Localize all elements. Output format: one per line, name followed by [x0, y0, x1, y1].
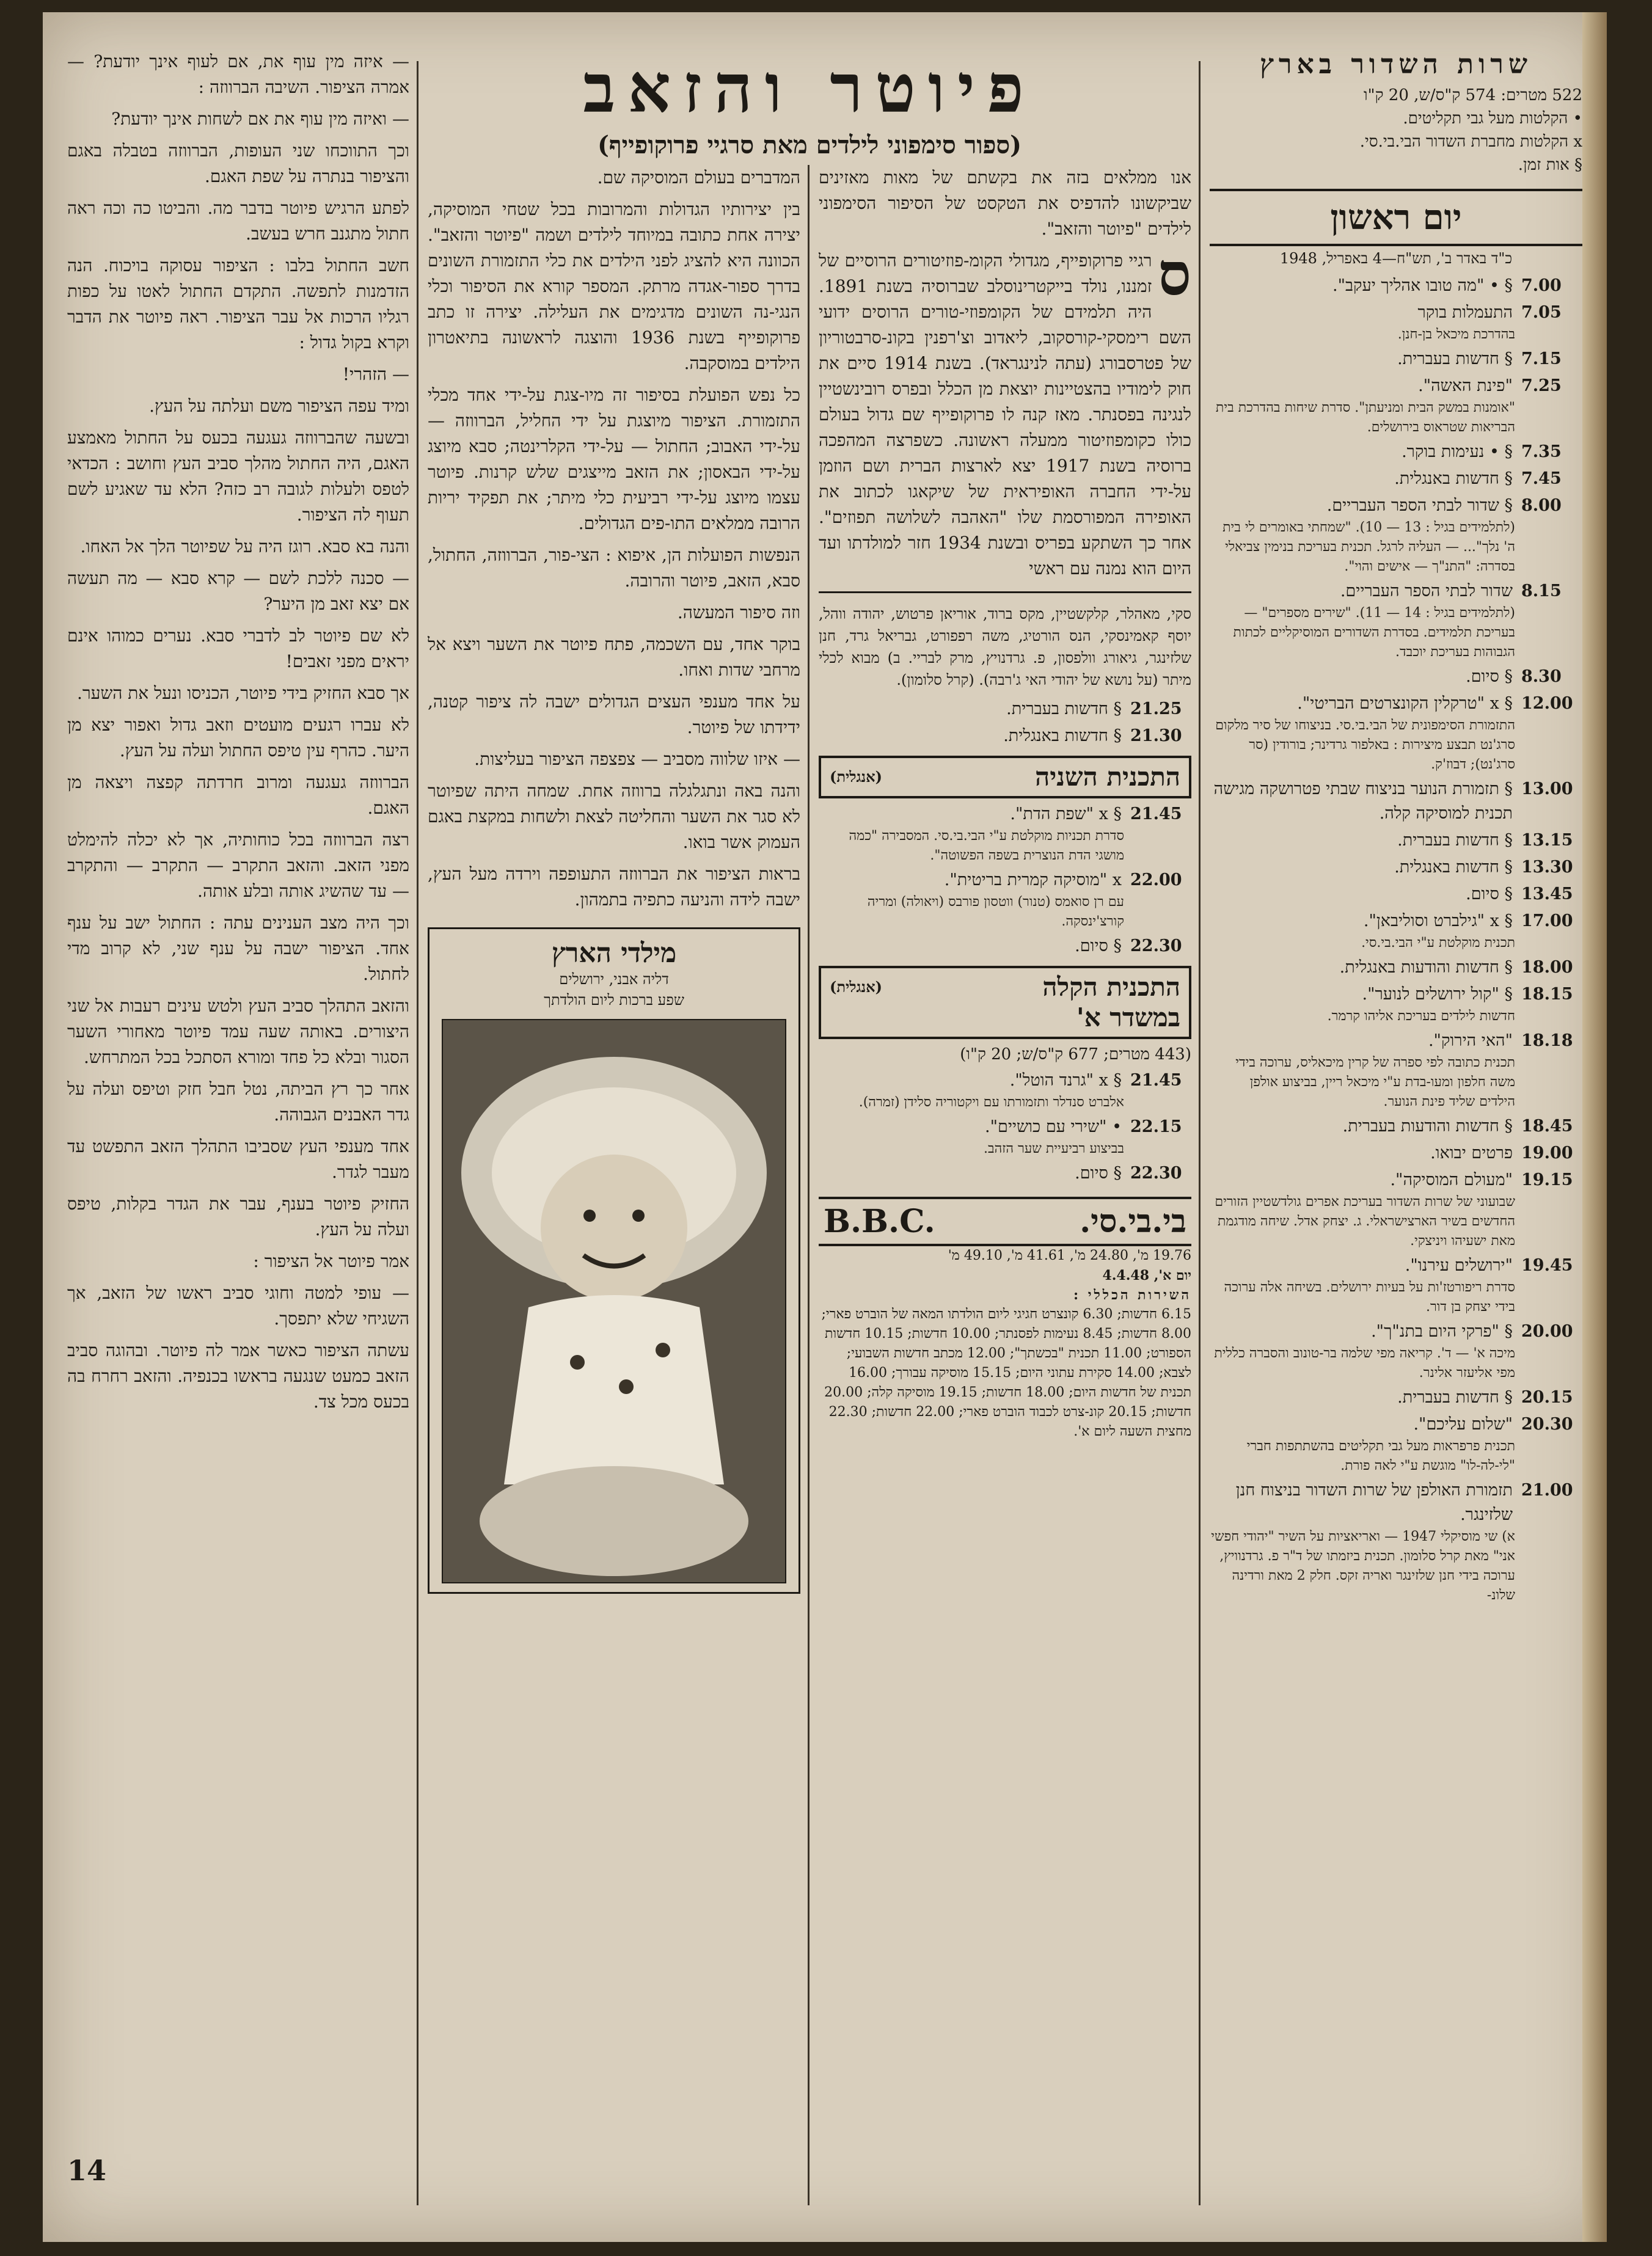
program-time: 19.45: [1521, 1256, 1573, 1275]
day-heading: יום ראשון: [1210, 189, 1582, 246]
program-item: [819, 868, 1191, 932]
program-item: [819, 1115, 1191, 1159]
program-note: סדרת תכניות מוקלטת ע"י הבי.בי.סי. המסבירה "כמה מושגי הדת הנוצרית בשפה הפשוטה".: [849, 828, 1124, 863]
story-paragraph: וכך התווכחו שני העופות, הברווזה בטבלה באגם והציפור בנתרה על שפת האגם.: [67, 141, 409, 186]
story-paragraph: והנה באה ונתגלגלה ברווזה אחת. שמחה היתה שפיוטר לא סגר את השער והחליטה לצאת ולשחות במקצת באגם העמוק אשר בואו.: [428, 781, 800, 852]
program-time: 21.45: [1130, 805, 1182, 823]
program-name: § תזמורת הנוער בניצוח שבתי פטרושקה מגישה תכנית למוסיקה קלה.: [1213, 779, 1513, 823]
program-name: § • נעימות בוקר.: [1402, 442, 1513, 461]
program-time: 21.30: [1130, 726, 1182, 745]
story-subtitle: (ספור סימפוני לילדים מאת סרגיי פרוקופייף): [597, 131, 1022, 159]
program-name: § "קול ירושלים לנוער".: [1362, 985, 1513, 1004]
magazine-page: [43, 12, 1607, 2242]
program-item: [1210, 909, 1582, 953]
light-program-name2: במשדר א': [1076, 1002, 1180, 1032]
program-time: 7.00: [1521, 276, 1562, 295]
program-time: 21.45: [1130, 1071, 1182, 1090]
program-item: [1210, 374, 1582, 437]
program-name: § סיום.: [1075, 1164, 1122, 1183]
program-time: 7.35: [1521, 442, 1562, 461]
story-paragraph: וזה סיפור המעשה.: [677, 602, 800, 622]
program-name: פרטים יבואו.: [1430, 1144, 1513, 1163]
child-photo: [442, 1019, 786, 1583]
story-paragraph: הנפשות הפועלות הן, איפוא : הצי-פור, הברווזה, החתול, סבא, הזאב, פיוטר והרובה.: [428, 545, 800, 591]
schedule-header-lines: [1210, 84, 1582, 177]
program-name: "שלום עליכם".: [1413, 1415, 1513, 1434]
program-name: § חדשות באנגלית.: [1394, 469, 1513, 488]
children-caption-greeting: שפע ברכות ליום הולדתך: [544, 991, 684, 1009]
program-name: • "שירי עם כושיים".: [985, 1117, 1122, 1136]
story-paragraphs: [428, 165, 800, 913]
program-time: 8.30: [1521, 667, 1562, 686]
children-caption-name: דליה אבני, ירושלים: [559, 971, 669, 988]
program-item: [1210, 882, 1582, 907]
program-time: 18.18: [1521, 1031, 1573, 1050]
story-paragraph: אמר פיוטר אל הציפור :: [253, 1251, 409, 1271]
program-item: [1210, 1478, 1582, 1605]
program-item: [1210, 440, 1582, 464]
program-name: § x "טרקלין הקונצרטים הבריטי".: [1297, 694, 1513, 713]
program-name: "ירושלים עירנו".: [1405, 1256, 1513, 1275]
program-note: "אומנות במשק הבית ומניעתן". סדרת שיחות בהדרכת בית הבריאות שטראוס בירושלים.: [1215, 400, 1515, 435]
light-program-title: [819, 966, 1191, 1039]
light-program-name: התכנית הקלה: [1042, 972, 1180, 1002]
story-paragraph: — ואיזה מין עוף את אם לשחות אינך יודעת?: [111, 109, 409, 129]
program-note: בביצוע רביעיית שער הזהב.: [983, 1141, 1124, 1156]
program-item: [1210, 1320, 1582, 1383]
program-item: [1210, 692, 1582, 775]
book-spine: [1582, 12, 1607, 2242]
bbc-title-en: B.B.C.: [824, 1203, 935, 1240]
story-intro: אנו ממלאים בזה את בקשתם של מאות מאזינים שביקשונו להדפיס את הטקסט של הסיפור הסימפוני לילדים "פיוטר והזאב".: [819, 167, 1191, 239]
program-note: (לתלמידים בגיל : 13 — 10). "שמחתי באומרים לי בית ה' נלך"... — העליה לרגל. תכנית בעריכת בנימין צביאלי בסדרה: "התנ"ך — אישים והוי".: [1223, 520, 1515, 574]
header-line: § אות זמן.: [1518, 156, 1582, 174]
program-time: 13.15: [1521, 831, 1573, 850]
program-note: מיכה א' — ד'. קריאה מפי שלמה בר-טונוב והסברה כללית מפי אליעזר אלינר.: [1214, 1346, 1515, 1381]
program-name: § חדשות באנגלית.: [1003, 726, 1122, 745]
story-paragraph: המדברים בעולם המוסיקה שם.: [597, 167, 800, 188]
program-name: § חדשות והודעות בעברית.: [1342, 1117, 1513, 1136]
program-note: תכנית מוקלטת ע"י הבי.בי.סי.: [1361, 935, 1515, 951]
program-name: "פינת האשה".: [1418, 376, 1513, 395]
story-paragraph: בראות הציפור את הברווזה התעופפה וירדה מעל העץ, ישבה לידה והניעה כתפיה בתמהון.: [428, 864, 800, 910]
program-name: x "מוסיקה קמרית בריטית".: [944, 871, 1122, 889]
program-item: [1210, 982, 1582, 1026]
divider: [819, 591, 1191, 593]
program-time: 20.30: [1521, 1415, 1573, 1434]
program-item: [1210, 1254, 1582, 1317]
story-title: פיוטר והזאב: [583, 49, 1036, 128]
program-item: [1210, 777, 1582, 826]
story-paragraph: בוקר אחד, עם השכמה, פתח פיוטר את השער ויצא אל מרחבי שדות ואחו.: [428, 634, 800, 680]
story-paragraph: — איזו שלווה מסביב — צפצפה הציפור בעליצות.: [474, 749, 800, 769]
story-column-3: [67, 49, 409, 1421]
program-item: [1210, 1141, 1582, 1166]
program-item: [1210, 1114, 1582, 1139]
story-paragraph: הברווזה געגעה ומרוב חרדתה קפצה ויצאה מן האגם.: [67, 772, 409, 818]
light-program-tag: (אנגלית): [830, 978, 883, 996]
program-note: תכנית כתובה לפי ספרה של קרין מיכאליס, ערוכה בידי משה חלפון ומעו-בדת ע"י מיכאל ריין, בביצוע אולפן הילדים שליד פינת הנוער.: [1235, 1055, 1515, 1109]
program-name: § x "גילברט וסוליבאן".: [1363, 911, 1513, 930]
program-item: [1210, 1412, 1582, 1476]
program-name: שדור לבתי הספר העבריים.: [1340, 582, 1513, 601]
program-item: [1210, 274, 1582, 298]
radio-schedule-column: [1210, 49, 1582, 1608]
program-time: 7.25: [1521, 376, 1562, 395]
story-paragraph: אחד מענפי העץ שסביבו התהלך הזאב התפשט עד מעבר לגדר.: [67, 1136, 409, 1182]
second-program-title: [819, 756, 1191, 798]
program-item: [1210, 301, 1582, 345]
story-paragraph: — עופי למטה וחוגי סביב ראשו של הזאב, אך השגיחי שלא יתפסך.: [67, 1283, 409, 1329]
bbc-schedule: 6.15 חדשות; 6.30 קונצרט חגיגי ליום הולדתו המאה של הוברט פארי; 8.00 חדשות; 8.45 נעימות לפסנתר; 10.00 חדשות; 10.15 חדשות הספורט; 11.00 תכנית "בכשתך"; 12.00 מכתב חדשות השבועי; לצבא; 14.00 סקירת עתוני היום; 15.15 מוסיקה עבורך; 16.00 תכנית של חדשות היום; 18.00 חדשות; 19.15 מוסיקה קלה; 20.00 חדשות; 20.15 קונ-צרט לכבוד הוברט פארי; 22.00 חדשות; 22.30 מחצית השעה ליום א'.: [821, 1307, 1191, 1439]
program-name: § "פרקי היום בתנ"ך".: [1371, 1322, 1513, 1341]
program-name: § חדשות באנגלית.: [1394, 858, 1513, 877]
program-item: [819, 1068, 1191, 1112]
column-rule: [1199, 61, 1201, 2205]
program-time: 22.30: [1130, 936, 1182, 955]
program-item: [819, 802, 1191, 866]
bbc-header: [819, 1197, 1191, 1246]
light-program-list: [819, 1068, 1191, 1186]
program-item: [819, 724, 1191, 748]
program-item: [1210, 494, 1582, 577]
program-note: שבועוני של שרות השדור בעריכת אפרים גולדשטיין הזורים החדשים בשיר הארצישראלי. ג. יצחק אדל. שיחה מודגמת מאת ישעיהו ויניצקי.: [1215, 1194, 1515, 1249]
story-paragraph: כל נפש הפועלת בסיפור זה מיו-צגת על-ידי אחד מכלי התזמורת. הציפור מיוצגת על ידי החליל, הברווזה — על-ידי האבוב; החתול — על-ידי הקלרינטה; סבא מיוצג על-ידי הבאסון; את הזאב מייצגים שלש קרנות. פיוטר עצמו מיוצג על-ידי רביעית כלי מיתר; את תפקיד יריות הרובה ממלאים התו-פים הגדולים.: [428, 385, 800, 533]
program-note: חדשות לילדים בעריכת אליהו קרמר.: [1327, 1009, 1515, 1024]
children-feature: [428, 927, 800, 1594]
story-bio: [819, 239, 1191, 582]
page-number: 14: [67, 2154, 107, 2187]
column-rule: [417, 61, 418, 2205]
program-name: § סיום.: [1466, 885, 1513, 903]
program-time: 21.25: [1130, 699, 1182, 718]
story-intro-column: [819, 165, 1191, 1442]
program-time: 21.00: [1521, 1481, 1573, 1500]
schedule-continuation: סקי, מאהלר, קלקשטיין, מקס ברוד, אוריאן פרטוש, יהודה ווהל, יוסף קאמינסקי, הנס הורטיג, משה רפפורט, גבריאל גרד, חנן שלזינגר, גיאורג וולפסון, פ. גרדנויץ, מרק לבריי. ב) מבוא לכלי מיתר (על נושא של יהודי האי ג'רבה). (קרל סלומון).: [819, 605, 1191, 688]
program-name: § חדשות והודעות באנגלית.: [1339, 958, 1513, 977]
bbc-section: השירות הכללי :: [1073, 1287, 1191, 1303]
story-paragraph: ומיד עפה הציפור משם ועלתה על העץ.: [149, 396, 409, 416]
story-header: [428, 49, 1191, 173]
program-item: [1210, 1385, 1582, 1410]
story-paragraph: אך סבא החזיק בידי פיוטר, הכניסו ונעל את השער.: [76, 683, 409, 703]
header-line: x הקלטות מחברת השדור הבי.בי.סי.: [1359, 133, 1582, 151]
date-line: כ"ד באדר ב', תש"ח—4 באפריל, 1948: [1279, 250, 1513, 267]
program-time: 22.15: [1130, 1117, 1182, 1136]
second-program-list: [819, 802, 1191, 958]
story-paragraphs: [67, 49, 409, 1415]
program-item: [819, 1161, 1191, 1186]
program-time: 20.00: [1521, 1322, 1573, 1341]
program-time: 18.00: [1521, 958, 1573, 977]
story-paragraph: ובשעה שהברווזה געגעה בכעס על החתול מאמצע האגם, היה החתול מהלך סביב העץ וחושב : הכדאי לטפס ולעלות לגובה רב כזה? הלא עד שאגיע לשם תעוף לה הציפור.: [67, 428, 409, 525]
program-time: 18.15: [1521, 985, 1573, 1004]
story-paragraph: אחר כך רץ הביתה, נטל חבל חזק וטיפס ועלה על גדר האבנים הגבוהה.: [67, 1079, 409, 1125]
program-note: תכנית פרפראות מעל גבי תקליטים בהשתתפות חברי "לי-לה-לו" מוגשת ע"י לאה פורת.: [1246, 1439, 1515, 1473]
program-name: התעמלות בוקר: [1417, 303, 1513, 322]
story-paragraph: לא עברו רגעים מועטים וזאב גדול ואפור יצא מן היער. כהרף עין טיפס החתול ועלה על העץ.: [67, 715, 409, 761]
program-time: 18.45: [1521, 1117, 1573, 1136]
story-paragraph: על אחד מענפי העצים הגדולים ישבה לה ציפור קטנה, ידידתו של פיוטר.: [428, 692, 800, 737]
schedule-header-title: שרות השדור בארץ: [1260, 49, 1532, 80]
program-time: 12.00: [1521, 694, 1573, 713]
program-item: [1210, 855, 1582, 880]
story-paragraph: לא שם פיוטר לב לדברי סבא. נערים כמוהו אינם יראים מפני זאבים!: [67, 626, 409, 671]
program-item: [1210, 665, 1582, 689]
story-paragraph: לפתע הרגיש פיוטר בדבר מה. והביטו כה וכה ראה חתול מתגנב חרש בעשב.: [67, 198, 409, 244]
program-time: 7.45: [1521, 469, 1562, 488]
program-time: 13.45: [1521, 885, 1573, 903]
program-item: [1210, 467, 1582, 491]
program-time: 17.00: [1521, 911, 1573, 930]
program-time: 22.00: [1130, 871, 1182, 889]
header-line: • הקלטות מעל גבי תקליטים.: [1403, 109, 1582, 128]
program-item: [819, 934, 1191, 958]
program-time: 7.05: [1521, 303, 1562, 322]
bbc-freq: 19.76 מ', 24.80 מ', 41.61 מ', 49.10 מ': [948, 1248, 1191, 1263]
program-name: תזמורת האולפן של שרות השדור בניצוח חנן שלזינגר.: [1235, 1481, 1513, 1524]
program-note: א) שי מוסיקלי 1947 — ואריאציות על השיר "יהודי חפשי אני" מאת קרל סלומון. תכנית ביזמתו של ד"ר פ. גרדנוויץ, ערוכה בידי חנן שלזינגר ואריה זקס. חלק 2 מאת ורדינה שלונ-: [1211, 1529, 1515, 1603]
story-paragraph: בין יצירותיו הגדולות והמרובות בכל שטחי המוסיקה, יצירה אחת כתובה במיוחד לילדים ושמה "פיוטר והזאב". הכוונה היא להציג לפני הילדים את כלי התזמורת השונים בדרך ספור-אגדה מרתק. המספר קורא את הסיפור וכלי הנגי-נה השונים מדגימים את העלילה. יצירה זו כתב פרוקופייף בשנת 1936 והוצגה לראשונה בתיאטרון הילדים במוסקבה.: [428, 199, 800, 373]
story-paragraph: — איזה מין עוף את, אם לעוף אינך יודעת? — אמרה הציפור. השיבה הברווזה :: [67, 51, 409, 97]
program-note: עם רן סואמס (טנור) ווטסון פורבס (ויאולה) ומריה קורצ'ינסקה.: [867, 894, 1124, 929]
program-item: [1210, 955, 1582, 980]
story-paragraph: החזיק פיוטר בענף, עבר את הגדר בקלות, טיפס ועלה על העץ.: [67, 1194, 409, 1239]
program-note: (לתלמידים בגיל : 14 — 11). "שירים מספרים" — בעריכת תלמידים. בסדרת השדורים המוסיקליים לכתות הגבוהות בעריכת יוכבד.: [1233, 605, 1515, 660]
program-list: [1210, 274, 1582, 1605]
children-feature-title: מילדי הארץ: [551, 938, 677, 969]
story-bio-text: רגיי פרוקופייף, מגדולי הקומ-פוזיטורים הרוסיים של זמננו, נולד בייקטרינוסלב שברוסיה בשנת 1891. היה תלמידם של הקומפוזי-טורים הרוסים ידועי השם רימסקי-קורסקוב, ליאדוב וצ'רפנין בקונ-סרבטוריון של פטרסבורג (עתה לנינגראד). בשנת 1914 סיים את חוק לימודיו בהצטיינות יוצאת מן הכלל ובפרס רובינשטיין לנגינה בפסנתר. מאז קנה לו פרוקופייף שם גדול בעולם כולו כקומפוזיטור ממעלה ראשונה. כשפרצה המהפכה ברוסיה בשנת 1917 יצא לארצות הברית ושם הוזמן על-ידי החברה האופיראית של שיקאגו לכתוב את האופירה המפורסמת שלו "האהבה לשלושה תפוזים". אחר כך השתקע בפריס ובשנת 1934 חזר למולדתו ועד היום הוא נמנה עם ראשי: [819, 250, 1191, 579]
story-paragraph: והזאב התהלך סביב העץ ולטש עינים רעבות אל שני היצורים. באותה שעה עמד פיוטר מאחורי השער הסגור ובלא כל פחד ומורא הסתכל בכל המתרחש.: [67, 996, 409, 1067]
column-rule: [808, 165, 810, 2205]
program-time: 8.15: [1521, 582, 1562, 601]
program-name: "האי הירוק".: [1428, 1031, 1513, 1050]
program-name: § סיום.: [1075, 936, 1122, 955]
program-time: 8.00: [1521, 496, 1562, 515]
story-paragraph: — הזהרי!: [342, 364, 409, 384]
program-item: [1210, 1029, 1582, 1112]
second-program-name: התכנית השניה: [1035, 762, 1180, 792]
dropcap: ס: [1158, 239, 1191, 308]
program-time: 7.15: [1521, 349, 1562, 368]
header-line: 522 מטרים: 574 ק"ס/ש, 20 ק"ו: [1363, 86, 1582, 104]
bbc-day: יום א', 4.4.48: [1102, 1268, 1191, 1283]
program-time: 19.00: [1521, 1144, 1573, 1163]
program-note: התזמורת הסימפונית של הבי.בי.סי. בניצוחו של סיר מלקום סרג'נט תבצע מיצירות : באלפור גרדינר; בורודין (סר סרג'נט); דבוז'ק.: [1215, 718, 1515, 772]
program-item: [1210, 1168, 1582, 1251]
program-time: 13.30: [1521, 858, 1573, 877]
program-name: § חדשות בעברית.: [1397, 1388, 1513, 1407]
program-item: [1210, 347, 1582, 371]
bbc-title-he: בי.בי.סי.: [1080, 1203, 1186, 1240]
program-note: בהדרכת מיכאל בן-חנן.: [1397, 327, 1515, 342]
program-name: § • "מה טובו אהליך יעקב".: [1332, 276, 1513, 295]
program-name: § סיום.: [1466, 667, 1513, 686]
story-paragraph: רצה הברווזה בכל כוחותיה, אך לא יכלה להימלט מפני הזאב. והזאב התקרב — התקרב — והתקרב — עד שהשיג אותה ובלע אותה.: [67, 830, 409, 901]
story-column-2: [428, 165, 800, 1594]
story-paragraph: עשתה הציפור כאשר אמר לה פיוטר. ובהוגה סביב הזאב כמעט שנגעה בראשו בכנפיה. והזאב רחרח בה בכעס מכל צד.: [67, 1340, 409, 1412]
light-program-freq: (443 מטרים; 677 ק"ס/ש; 20 ק"ו): [960, 1045, 1191, 1064]
program-item: [1210, 828, 1582, 853]
story-paragraph: וכך היה מצב הענינים עתה : החתול ישב על ענף אחד. הציפור ישבה על ענף שני, לא קרוב מדי לחתול.: [67, 913, 409, 984]
story-paragraph: חשב החתול בלבו : הציפור עסוקה בויכוח. הנה הזדמנות לתפשה. התקדם החתול לאטו על כפות רגליו הרכות אל עבר הציפור. ראה פיוטר את הדבר וקרא בקול גדול :: [67, 255, 409, 352]
program-name: § חדשות בעברית.: [1397, 349, 1513, 368]
program-name: § חדשות בעברית.: [1006, 699, 1122, 718]
program-time: 13.00: [1521, 779, 1573, 798]
program-item: [1210, 579, 1582, 662]
program-time: 20.15: [1521, 1388, 1573, 1407]
program-time: 22.30: [1130, 1164, 1182, 1183]
program-note: סדרת ריפורטז'ות על בעיות ירושלים. בשיחה אלה ערוכה בידי יצחק בן דור.: [1224, 1280, 1515, 1315]
program-name: § שדור לבתי הספר העבריים.: [1326, 496, 1513, 515]
story-paragraph: והנה בא סבא. רוגז היה על שפיוטר הלך אל האחו.: [80, 536, 409, 557]
program-item: [819, 697, 1191, 721]
program-note: אלברט סנדלר ותזמורתו עם ויקטוריה סלידן (זמרה).: [858, 1095, 1124, 1110]
program-name: § x "שפת הדת".: [1010, 805, 1122, 823]
second-program-tag: (אנגלית): [830, 768, 883, 786]
program-name: "מעולם המוסיקה".: [1390, 1170, 1513, 1189]
program-time: 19.15: [1521, 1170, 1573, 1189]
program-name: § חדשות בעברית.: [1397, 831, 1513, 850]
story-paragraph: — סכנה ללכת לשם — קרא סבא — מה תעשה אם יצא זאב מן היער?: [67, 568, 409, 614]
child-photo-illustration: [443, 1020, 785, 1582]
program-name: § x "גרנד הוטל".: [1009, 1071, 1122, 1090]
